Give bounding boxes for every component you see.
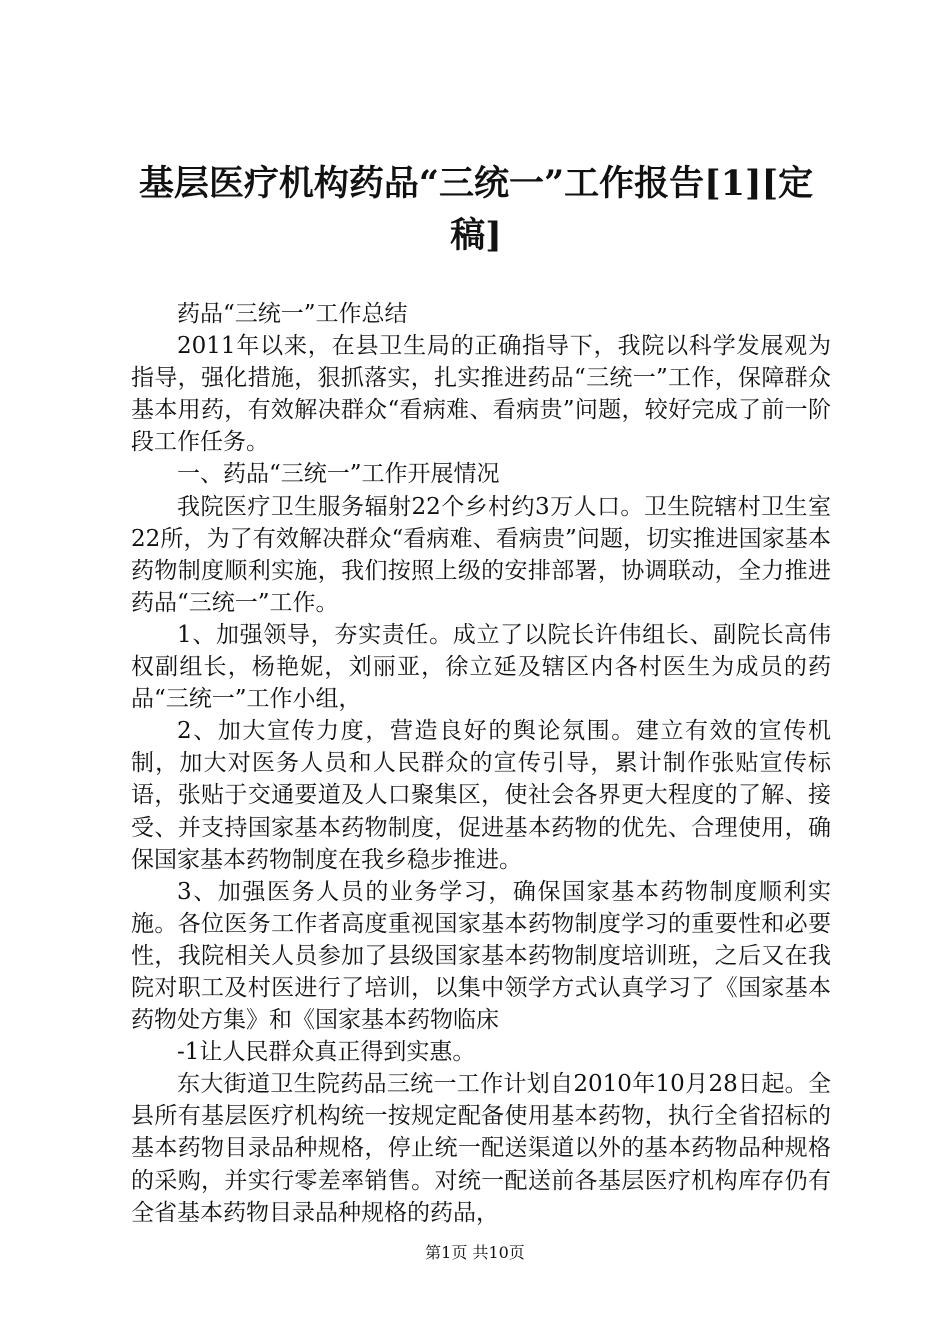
body-paragraph: 3、加强医务人员的业务学习，确保国家基本药物制度顺利实施。各位医务工作者高度重视国家基本药物制度学习的重要性和必要性，我院相关人员参加了县级国家基本药物制度培训班，之后又在我院对职工及村医进行了培训，以集中领学方式认真学习了《国家基本药物处方集》和《国家基本药物临床 [131,878,831,1034]
body-paragraph: 2011年以来，在县卫生局的正确指导下，我院以科学发展观为指导，强化措施，狠抓落实，扎实推进药品“三统一”工作，保障群众基本用药，有效解决群众“看病难、看病贵”问题，较好完成了前一阶段工作任务。 [131,333,831,456]
body-paragraph: -1让人民群众真正得到实惠。 [177,1039,476,1066]
section-heading: 一、药品“三统一”工作开展情况 [177,461,500,488]
body-paragraph: 东大街道卫生院药品三统一工作计划自2010年10月28日起。全县所有基层医疗机构统一按规定配备使用基本药物，执行全省招标的基本药物目录品种规格，停止统一配送渠道以外的基本药物品种规格的采购，并实行零差率销售。对统一配送前各基层医疗机构库存仍有全省基本药物目录品种规格的药品， [131,1071,831,1226]
body-paragraph: 1、加强领导，夯实责任。成立了以院长许伟组长、副院长高伟权副组长，杨艳妮，刘丽亚，徐立延及辖区内各村医生为成员的药品“三统一”工作小组， [131,621,831,713]
body-paragraph: 2、加大宣传力度，营造良好的舆论氛围。建立有效的宣传机制，加大对医务人员和人民群众的宣传引导，累计制作张贴宣传标语，张贴于交通要道及人口聚集区，使社会各界更大程度的了解、接受、并支持国家基本药物制度，促进基本药物的优先、合理使用，确保国家基本药物制度在我乡稳步推进。 [131,718,831,873]
document-title: 基层医疗机构药品“三统一”工作报告[1][定稿] [138,163,814,256]
section-heading: 药品“三统一”工作总结 [177,301,408,327]
page-number-footer: 第1页 共10页 [425,1243,525,1262]
body-paragraph: 我院医疗卫生服务辐射22个乡村约3万人口。卫生院辖村卫生室22所，为了有效解决群众“看病难、看病贵”问题，切实推进国家基本药物制度顺利实施，我们按照上级的安排部署，协调联动，全力推进药品“三统一”工作。 [131,493,831,616]
document-body [131,298,831,1229]
